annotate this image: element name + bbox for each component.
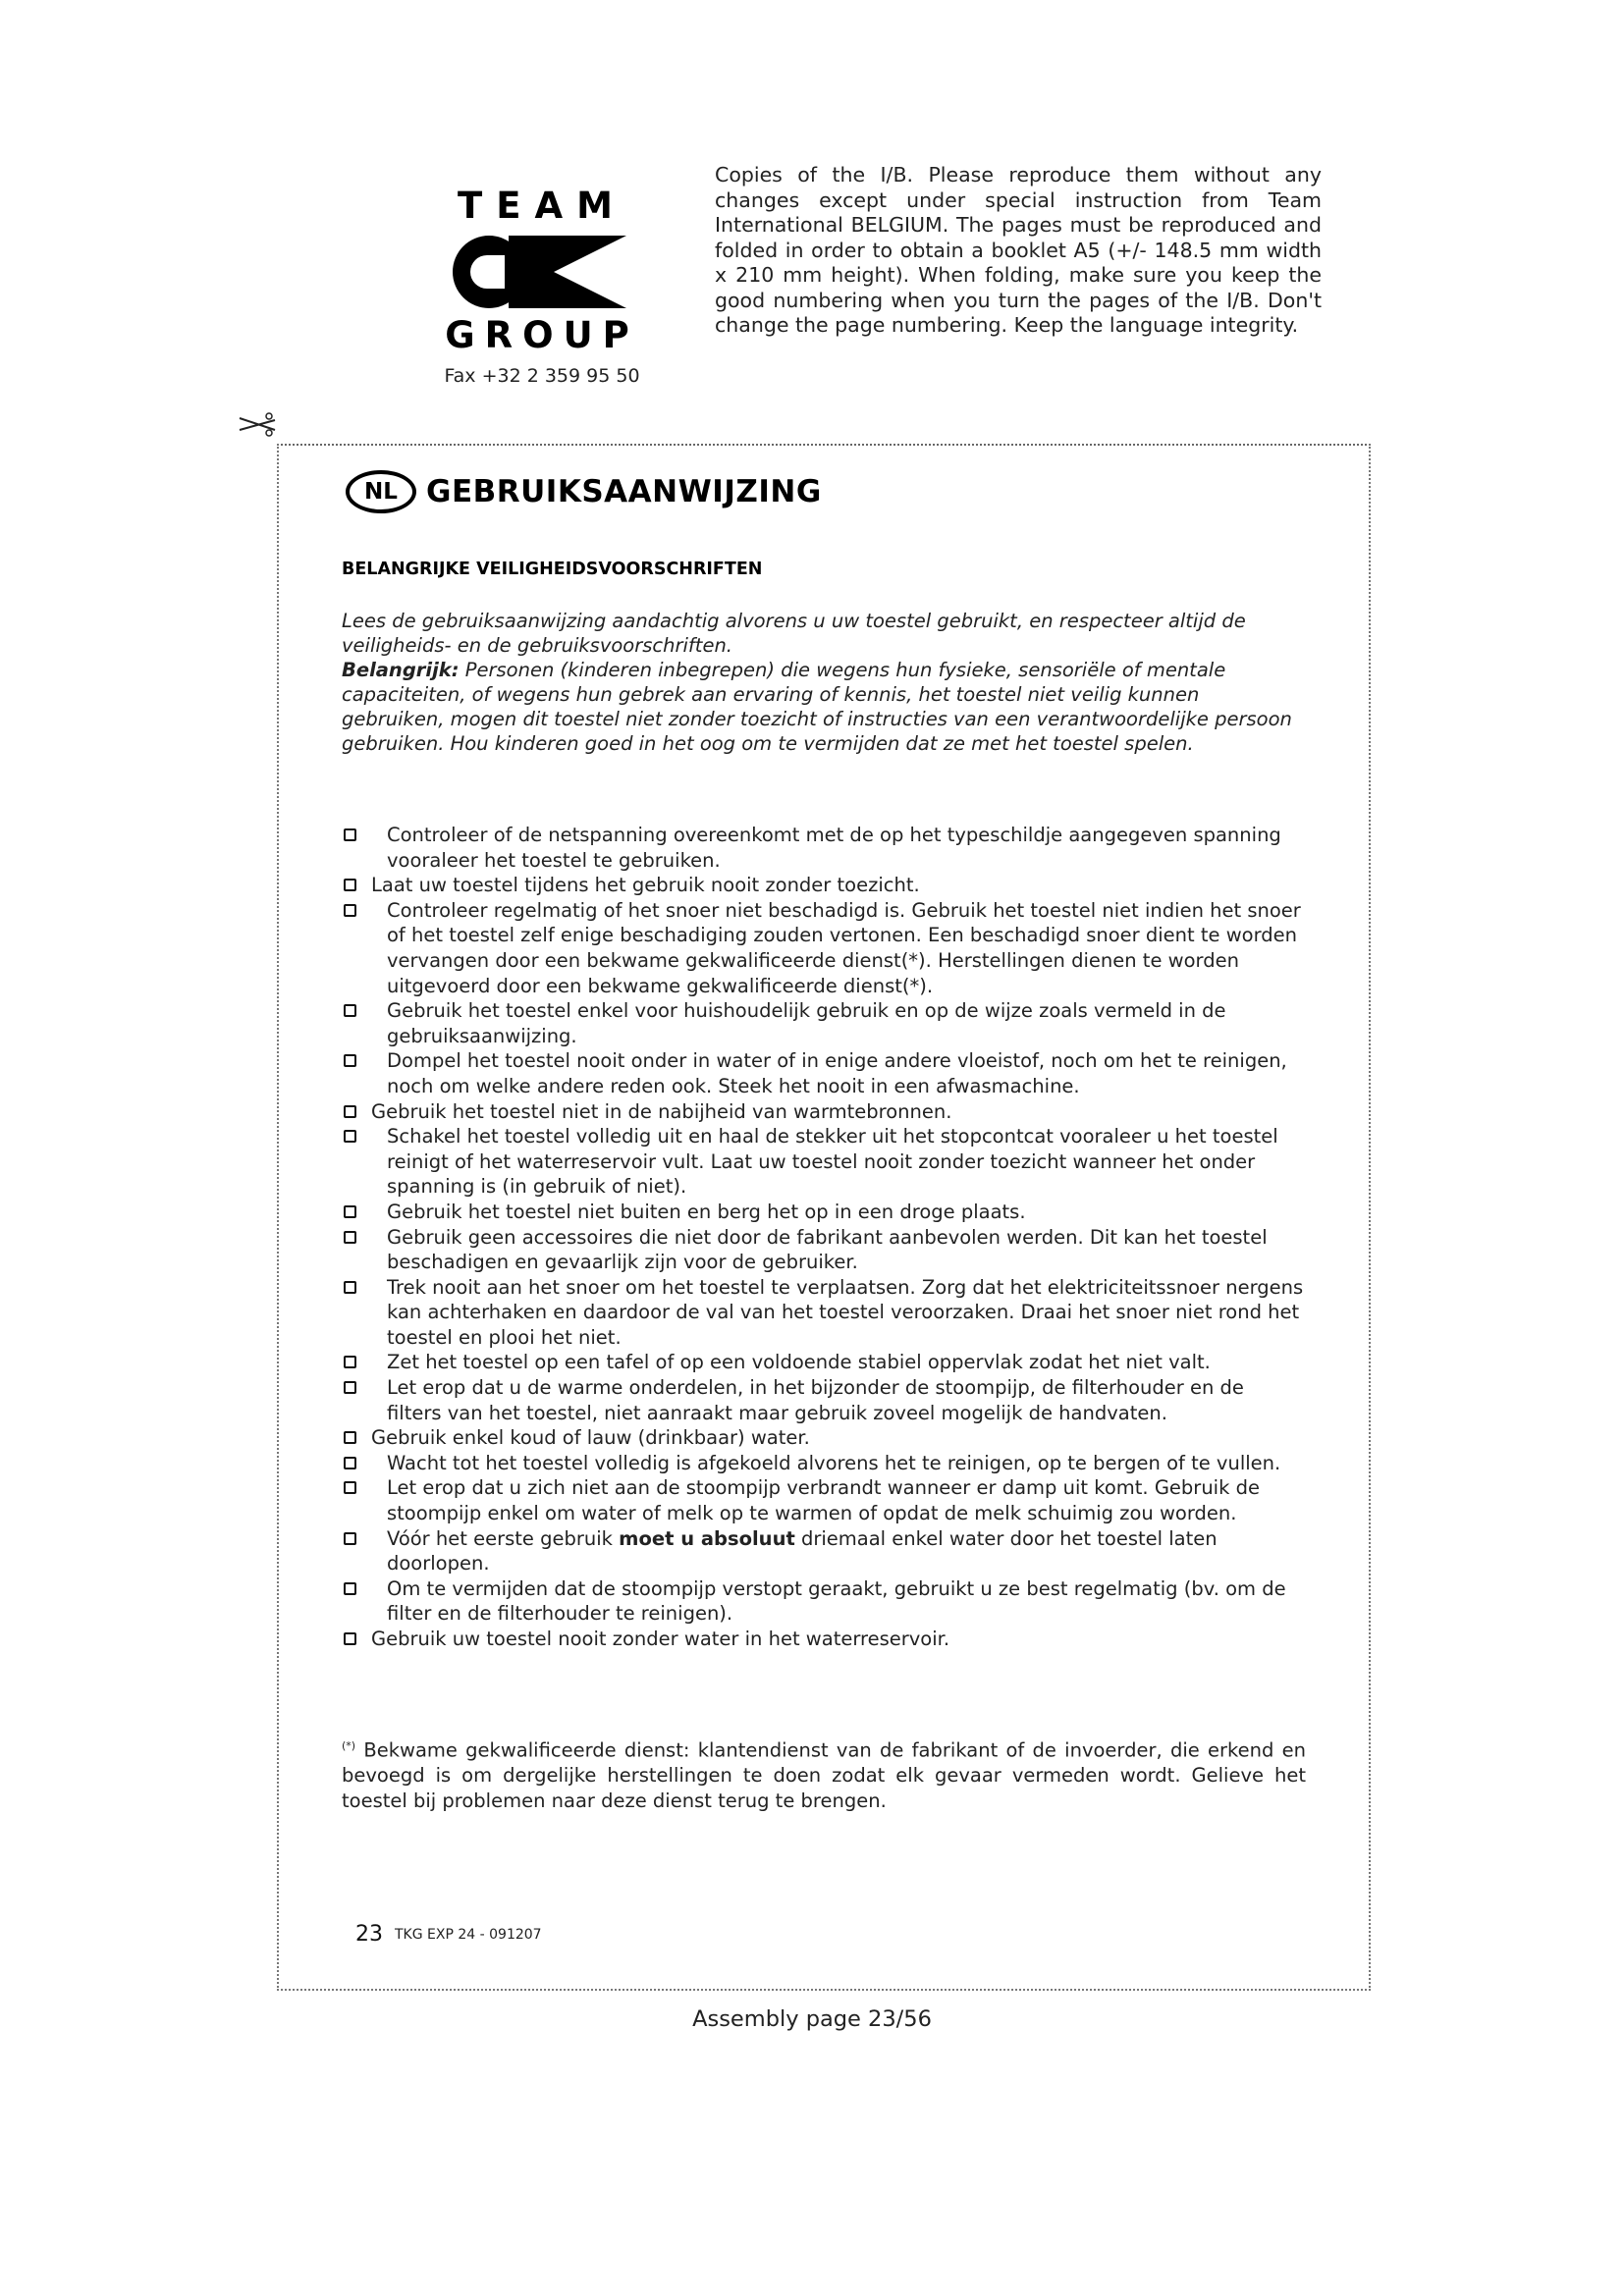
footnote-marker: (*) — [342, 1739, 356, 1752]
intro-text: Lees de gebruiksaanwijzing aandachtig alvorens u uw toestel gebruikt, en respecteer altijd de veiligheids- en de gebruiksvoorschriften. — [342, 610, 1246, 657]
logo-k-mark-icon — [448, 234, 626, 310]
checkbox-bullet-icon — [344, 1532, 356, 1545]
checkbox-bullet-icon — [344, 1004, 356, 1017]
list-item: Om te vermijden dat de stoompijp verstopt geraakt, gebruikt u ze best regelmatig (bv. om de filter en de filterhouder te reinigen). — [342, 1576, 1304, 1627]
list-item: Schakel het toestel volledig uit en haal de stekker uit het stopcontcat vooraleer u het toestel reinigt of het waterreservoir vult. Laat uw toestel nooit zonder toezicht wanneer het onder spanning is (in gebruik of niet). — [342, 1124, 1304, 1200]
list-item: Zet het toestel op een tafel of op een voldoende stabiel oppervlak zodat het niet valt. — [342, 1350, 1304, 1375]
checkbox-bullet-icon — [344, 1054, 356, 1067]
list-item: Dompel het toestel nooit onder in water of in enige andere vloeistof, noch om het te reinigen, noch om welke andere reden ook. Steek het nooit in een afwasmachine. — [342, 1048, 1304, 1098]
team-group-logo — [444, 187, 640, 387]
list-item: Controleer of de netspanning overeenkomt met de op het typeschildje aangegeven spanning vooraleer het toestel te gebruiken. — [342, 823, 1304, 873]
checkbox-bullet-icon — [344, 1130, 356, 1143]
logo-team-text: TEAM — [458, 185, 626, 227]
list-item: Gebruik geen accessoires die niet door de fabrikant aanbevolen werden. Dit kan het toestel beschadigen en gevaarlijk zijn voor de gebruiker. — [342, 1225, 1304, 1275]
list-item: Gebruik uw toestel nooit zonder water in het waterreservoir. — [342, 1627, 1304, 1652]
checkbox-bullet-icon — [344, 1231, 356, 1244]
checkbox-bullet-icon — [344, 1582, 356, 1595]
list-item: Gebruik het toestel enkel voor huishoudelijk gebruik en op de wijze zoals vermeld in de gebruiksaanwijzing. — [342, 998, 1304, 1048]
page-number: 23 — [355, 1922, 383, 1947]
list-item: Trek nooit aan het snoer om het toestel te verplaatsen. Zorg dat het elektriciteitssnoer nergens kan achterhaken en daardoor de val van het toestel veroorzaken. Draai het snoer niet rond het toestel en plooi het niet. — [342, 1275, 1304, 1351]
checkbox-bullet-icon — [344, 1381, 356, 1394]
emphasis-text: moet u absoluut — [619, 1526, 795, 1550]
list-item: Gebruik enkel koud of lauw (drinkbaar) water. — [342, 1425, 1304, 1451]
section-heading: BELANGRIJKE VEILIGHEIDSVOORSCHRIFTEN — [342, 560, 763, 579]
footnote-text: Bekwame gekwalificeerde dienst: klantendienst van de fabrikant of de invoerder, die erkend en bevoegd is om dergelijke herstellingen te doen zodat elk gevaar vermeden wordt. Gelieve het toestel bij problemen naar deze dienst terug te brengen. — [342, 1738, 1306, 1812]
checkbox-bullet-icon — [344, 1356, 356, 1368]
assembly-page-label: Assembly page 23/56 — [692, 2006, 932, 2032]
important-text: Personen (kinderen inbegrepen) die wegens hun fysieke, sensoriële of mentale capaciteiten, of wegens hun gebrek aan ervaring of kennis, het toestel niet veilig kunnen gebruiken, mogen dit toestel niet zonder toezicht of instructies van een verantwoordelijke persoon gebruiken. Hou kinderen goed in het oog om te vermijden dat ze met het toestel spelen. — [342, 659, 1292, 755]
checkbox-bullet-icon — [344, 1481, 356, 1494]
page-code: TKG EXP 24 - 091207 — [395, 1927, 542, 1943]
checkbox-bullet-icon — [344, 1105, 356, 1118]
checkbox-bullet-icon — [344, 828, 356, 841]
intro-paragraph — [342, 609, 1300, 756]
fax-number: Fax +32 2 359 95 50 — [444, 365, 640, 387]
checkbox-bullet-icon — [344, 1205, 356, 1218]
checkbox-bullet-icon — [344, 1632, 356, 1645]
document-title-row — [346, 469, 822, 514]
checkbox-bullet-icon — [344, 1457, 356, 1469]
important-notice — [342, 658, 1300, 756]
language-badge: NL — [346, 470, 416, 513]
important-label: Belangrijk: — [342, 659, 460, 681]
checkbox-bullet-icon — [344, 1431, 356, 1444]
logo-group-text: GROUP — [445, 314, 639, 356]
checkbox-bullet-icon — [344, 1281, 356, 1294]
list-item: Wacht tot het toestel volledig is afgekoeld alvorens het te reinigen, op te bergen of te vullen. — [342, 1451, 1304, 1476]
reproduction-instructions: Copies of the I/B. Please reproduce them without any changes except under special instruction from Team International BELGIUM. The pages must be reproduced and folded in order to obtain a booklet A5 (+/- 148.5 mm width x 210 mm height). When folding, make sure you keep the good numbering when you turn the pages of the I/B. Don't change the page numbering. Keep the language integrity. — [715, 163, 1322, 337]
checkbox-bullet-icon — [344, 904, 356, 917]
list-item: Vóór het eerste gebruik moet u absoluut driemaal enkel water door het toestel laten doorlopen. — [342, 1526, 1304, 1576]
list-item: Gebruik het toestel niet buiten en berg het op in een droge plaats. — [342, 1200, 1304, 1225]
document-title: GEBRUIKSAANWIJZING — [426, 474, 822, 509]
checkbox-bullet-icon — [344, 879, 356, 891]
list-item: Let erop dat u zich niet aan de stoompijp verbrandt wanneer er damp uit komt. Gebruik de stoompijp enkel om water of melk op te warmen of opdat de melk schuimig zou worden. — [342, 1475, 1304, 1525]
list-item: Let erop dat u de warme onderdelen, in het bijzonder de stoompijp, de filterhouder en de filters van het toestel, niet aanraakt maar gebruik zoveel mogelijk de handvaten. — [342, 1375, 1304, 1425]
footnote — [342, 1734, 1306, 1813]
list-item: Laat uw toestel tijdens het gebruik nooit zonder toezicht. — [342, 873, 1304, 898]
list-item: Gebruik het toestel niet in de nabijheid van warmtebronnen. — [342, 1099, 1304, 1125]
list-item: Controleer regelmatig of het snoer niet beschadigd is. Gebruik het toestel niet indien het snoer of het toestel zelf enige beschadiging zouden vertonen. Een beschadigd snoer dient te worden vervangen door een bekwame gekwalificeerde dienst(*). Herstellingen dienen te worden uitgevoerd door een bekwame gekwalificeerde dienst(*). — [342, 898, 1304, 998]
safety-rules-list — [342, 823, 1304, 1652]
scissors-icon — [238, 408, 277, 438]
